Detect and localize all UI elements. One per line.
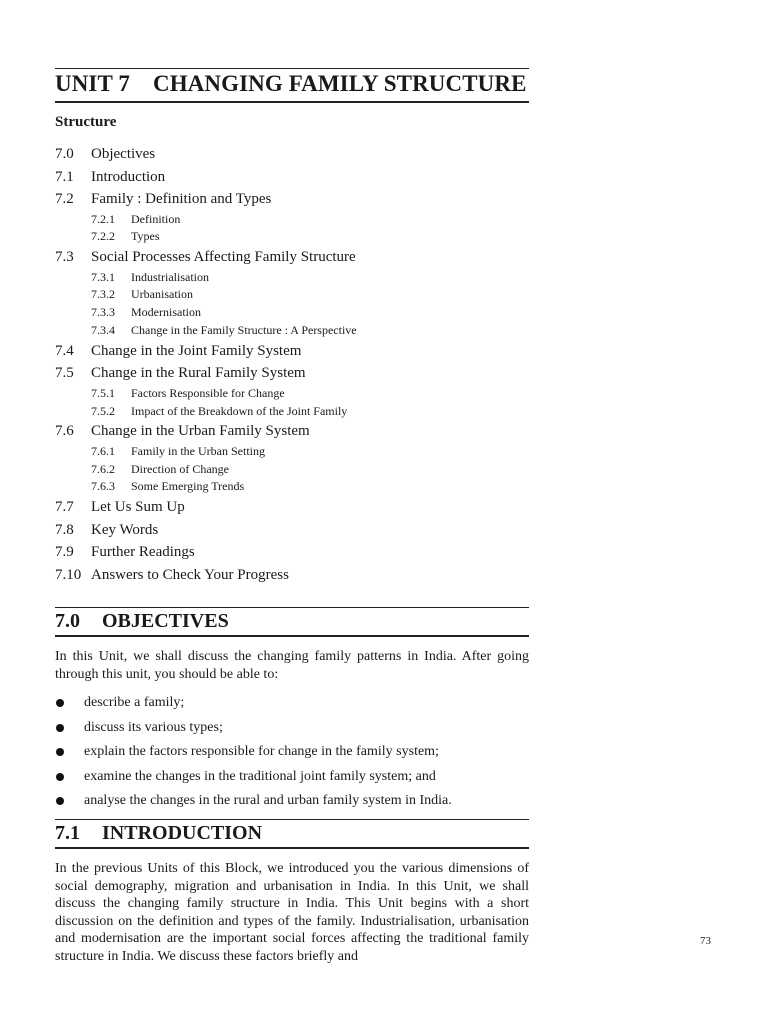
unit-rule-top [55,68,529,69]
toc-number: 7.7 [55,499,74,516]
toc-label: Definition [131,211,181,226]
objectives-list [55,691,529,814]
introduction-heading [55,819,529,849]
toc-label: Urbanisation [131,287,193,302]
unit-title: CHANGING FAMILY STRUCTURE [153,71,527,96]
unit-rule-bottom [55,101,529,103]
toc-number: 7.6 [55,423,74,440]
toc-subentry [55,322,529,340]
toc-label: Let Us Sum Up [91,499,185,516]
toc-number: 7.5.1 [91,385,115,400]
bullet-icon [56,724,64,732]
toc-label: Further Readings [91,544,195,561]
toc-label: Change in the Joint Family System [91,342,302,359]
objectives-title: OBJECTIVES [102,610,229,632]
toc-number: 7.3.3 [91,305,115,320]
toc-label: Key Words [91,521,159,538]
toc-label: Some Emerging Trends [131,479,245,494]
objective-item [55,789,529,814]
toc-label: Change in the Rural Family System [91,365,306,382]
toc-entry [55,362,529,385]
bullet-icon [56,797,64,805]
bullet-icon [56,748,64,756]
toc-label: Industrialisation [131,269,209,284]
toc-label: Factors Responsible for Change [131,385,285,400]
bullet-icon [56,699,64,707]
toc-subentry [55,211,529,229]
toc-number: 7.1 [55,168,74,185]
toc-number: 7.2 [55,191,74,207]
toc-subentry [55,228,529,246]
toc-label: Direction of Change [131,461,229,476]
toc-entry [55,541,529,564]
toc-subentry [55,443,529,461]
toc-label: Change in the Urban Family System [91,423,310,440]
toc-subentry [55,403,529,421]
toc-number: 7.6.2 [91,461,115,476]
toc-label: Family : Definition and Types [91,191,272,207]
objectives-rule-bottom [55,635,529,637]
toc-number: 7.10 [55,566,82,583]
objective-item [55,765,529,790]
objectives-heading [55,607,529,637]
toc-label: Types [131,229,160,244]
toc-entry [55,496,529,519]
toc-number: 7.3.1 [91,269,115,284]
objectives-intro: In this Unit, we shall discuss the changing family patterns in India. After going through this unit, you should be able to: [55,649,529,682]
toc-label: Modernisation [131,305,201,320]
toc-entry [55,143,529,166]
toc-label: Change in the Family Structure : A Perspective [131,322,357,337]
toc-number: 7.2.2 [91,229,115,244]
introduction-title: INTRODUCTION [102,822,263,844]
toc-entry [55,246,529,269]
toc-label: Answers to Check Your Progress [91,566,289,583]
toc-label: Family in the Urban Setting [131,443,265,458]
objective-item [55,691,529,716]
toc-subentry [55,478,529,496]
toc-subentry [55,304,529,322]
structure-label: Structure [55,114,117,130]
toc-entry [55,188,529,211]
toc-number: 7.8 [55,521,74,538]
toc-label: Impact of the Breakdown of the Joint Family [131,403,348,418]
toc-number: 7.9 [55,544,74,561]
introduction-rule-bottom [55,847,529,849]
toc-number: 7.5 [55,365,74,382]
table-of-contents [55,143,529,586]
introduction-number: 7.1 [55,822,80,844]
objective-text: examine the changes in the traditional joint family system; and [84,768,436,784]
toc-label: Social Processes Affecting Family Structure [91,249,356,266]
unit-heading [55,70,529,98]
toc-number: 7.5.2 [91,403,115,418]
bullet-icon [56,773,64,781]
objective-text: discuss its various types; [84,719,223,735]
toc-entry [55,420,529,443]
toc-label: Introduction [91,168,166,185]
toc-subentry [55,385,529,403]
toc-number: 7.3.4 [91,322,115,337]
objective-text: explain the factors responsible for change in the family system; [84,744,439,759]
toc-entry [55,564,529,587]
objectives-number: 7.0 [55,610,80,632]
toc-number: 7.4 [55,342,74,359]
toc-number: 7.6.1 [91,443,115,458]
toc-subentry [55,286,529,304]
introduction-text: In the previous Units of this Block, we introduced you the various dimensions of social demography, migration and urbanisation in India. In this Unit, we shall discuss the changing family structure in India. This Unit begins with a short discussion on the definition and types of the family. Industrialisation, urbanisation and modernisation are the important social forces affecting the traditional family structure in India. We discuss these factors briefly and [55,861,529,964]
objective-item [55,740,529,765]
toc-number: 7.6.3 [91,479,115,494]
toc-number: 7.0 [55,146,74,162]
objective-text: analyse the changes in the rural and urban family system in India. [84,793,452,808]
toc-subentry [55,269,529,287]
unit-number: UNIT 7 [55,71,130,96]
toc-entry [55,166,529,189]
toc-label: Objectives [91,146,156,162]
toc-subentry [55,461,529,479]
toc-number: 7.2.1 [91,211,115,226]
toc-entry [55,519,529,542]
objective-text: describe a family; [84,695,185,710]
objective-item [55,716,529,741]
toc-number: 7.3.2 [91,287,115,302]
toc-number: 7.3 [55,249,74,266]
toc-entry [55,340,529,363]
page-number: 73 [700,935,711,947]
